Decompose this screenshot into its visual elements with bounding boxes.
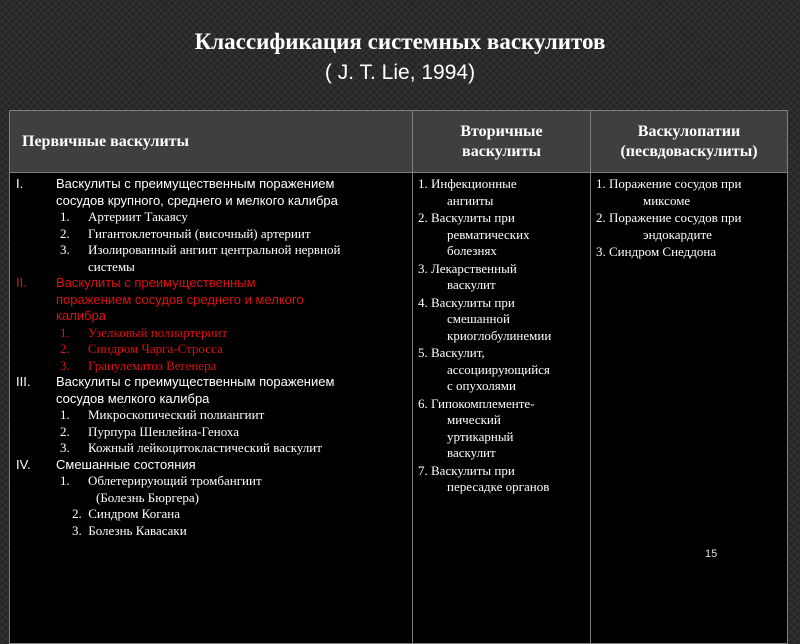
list-item: 1. Узелковый полиартериит: [60, 324, 228, 340]
section-4-heading: IV. Смешанные состояния: [16, 456, 196, 472]
list-item: 1. Облетерирующий тромбангиит: [60, 473, 262, 488]
list-item: 1. Микроскопический полиангиит: [60, 407, 265, 422]
list-item: 5. Васкулит, ассоциирующийся с опухолями: [418, 345, 550, 393]
list-item: 2. Синдром Когана: [72, 506, 181, 521]
section-3-heading: III. Васкулиты с преимущественным поражением сосудов мелкого калибра: [16, 374, 335, 406]
list-item: 6. Гипокомплементе- мический уртикарный васкулит: [418, 395, 535, 460]
list-item: 4. Васкулиты при смешанной криоглобулинемии: [418, 294, 552, 343]
list-item: 3. Синдром Снеддона: [596, 244, 717, 259]
section-2-heading: II. Васкулиты с преимущественным поражением сосудов среднего и мелкого калибра: [16, 275, 304, 323]
list-item: 3. Лекарственный васкулит: [418, 260, 517, 292]
primary-cell: [10, 173, 413, 644]
list-item: 3. Гранулематоз Вегенера: [60, 357, 217, 373]
list-item-continuation: (Болезнь Бюргера): [96, 489, 200, 505]
list-item: 3. Кожный лейкоцитокластический васкулит: [60, 440, 322, 455]
secondary-cell: [413, 173, 591, 644]
table-header-row: [10, 111, 788, 173]
list-item: 2. Синдром Чарга-Стросса: [60, 341, 223, 356]
header-primary: Первичные васкулиты: [10, 111, 413, 173]
header-vasculopathies: Васкулопатии (песвдоваскулиты): [591, 111, 788, 173]
header-secondary: Вторичные васкулиты: [413, 111, 591, 173]
list-item-continuation: системы: [88, 258, 135, 274]
list-item: 2. Гигантоклеточный (височный) артериит: [60, 225, 311, 241]
list-item: 1. Артериит Такаясу: [60, 209, 188, 224]
table-body-row: [10, 173, 788, 644]
classification-table: [9, 110, 788, 644]
list-item: 2. Поражение сосудов при эндокардите: [596, 210, 742, 242]
page-number: 15: [705, 548, 718, 560]
list-item: 1. Инфекционные ангииты: [418, 176, 517, 208]
list-item: 7. Васкулиты при пересадке органов: [418, 462, 550, 494]
list-item: 3. Болезнь Кавасаки: [72, 522, 187, 538]
list-item: 1. Поражение сосудов при миксоме: [596, 176, 742, 208]
slide-title: Классификация системных васкулитов: [194, 29, 606, 54]
list-item: 2. Пурпура Шенлейна-Геноха: [60, 423, 240, 439]
list-item: 2. Васкулиты при ревматических болезнях: [418, 210, 530, 258]
section-1-heading: I. Васкулиты с преимущественным поражением сосудов крупного, среднего и мелкого калибра: [16, 176, 338, 208]
list-item: 3. Изолированный ангиит центральной нервной: [60, 242, 341, 257]
vasculopathies-cell: [591, 173, 788, 644]
slide-subtitle: ( J. T. Lie, 1994): [324, 61, 476, 84]
